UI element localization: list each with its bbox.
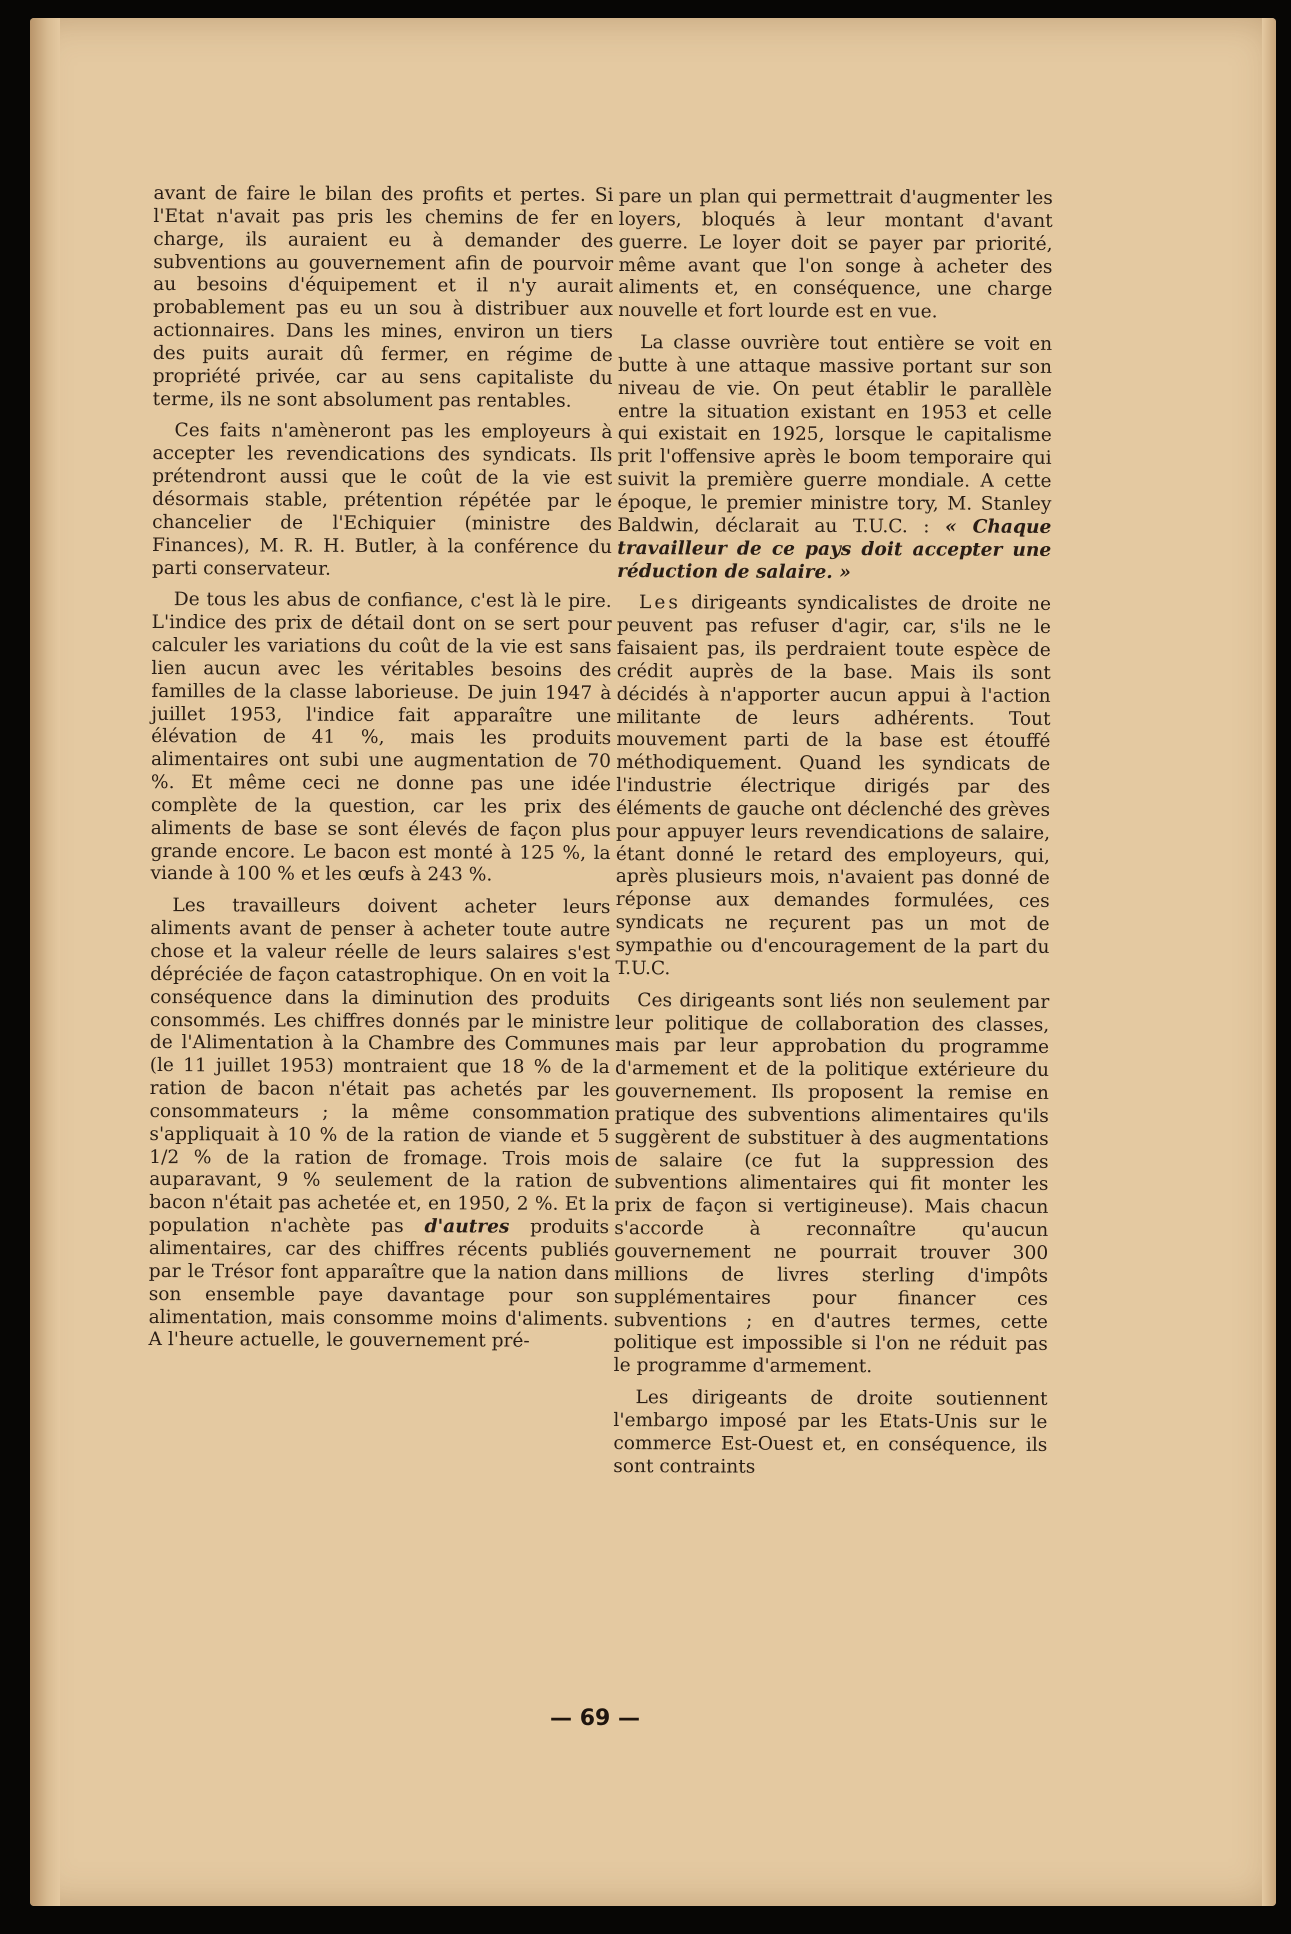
paragraph-text: Les travailleurs doivent acheter leurs aliments avant de penser à acheter toute autre chose et la valeur réelle de leurs salaires s'est dépréciée de façon catastrophique. On en voit la conséquence dans la diminution des produits consommés. Les chiffres donnés par le ministre de l'Alimentation à la Chambre des Communes (le 11 juillet 1953) montraient que 18 % de la ration de bacon n'était pas achetés par les consommateurs ; la même consommation s'appliquait à 10 % de la ration de viande et 5 1/2 % de la ration de fromage. Trois mois auparavant, 9 % seulement de la ration de bacon n'était pas achetée et, en 1950, 2 %. Et la population n'achète pas	[148, 895, 611, 1238]
left-text-column	[148, 183, 613, 1363]
paragraph	[617, 332, 1052, 585]
paragraph: Ces dirigeants sont liés non seulement par leur politique de collaboration des classes, mais par leur approbation du programme d'armement et de la politique extérieure du gouvernement. Ils proposent la remise en pratique des subventions alimentaires qu'ils suggèrent de substituer à des augmentations de salaire (ce fut la suppression des subventions alimentaires qui fit monter les prix de façon si vertigineuse). Mais chacun s'accorde à reconnaître qu'aucun gouvernement ne pourrait trouver 300 millions de livres sterling d'impôts supplémentaires pour financer ces subventions ; en d'autres termes, cette politique est impossible si l'on ne réduit pas le programme d'armement.	[613, 989, 1050, 1378]
paragraph: Les dirigeants de droite soutiennent l'embargo imposé par les Etats-Unis sur le commerce Est-Ouest et, en conséquence, ils sont contraints	[613, 1387, 1048, 1478]
paragraph-text: produits alimentaires, car des chiffres récents publiés par le Trésor font apparaître que la nation dans son ensemble paye davantage pour son alimentation, mais consomme moins d'aliments. A l'heure actuelle, le gouvernement pré-	[148, 1216, 610, 1352]
paragraph: avant de faire le bilan des profits et pertes. Si l'Etat n'avait pas pris les chemins de fer en charge, ils auraient eu à demander des subventions au gouvernement afin de pourvoir au besoins d'équipement et il n'y aurait probablement pas eu un sou à distribuer aux actionnaires. Dans les mines, environ un tiers des puits aurait dû fermer, en régime de propriété privée, car au sens capitaliste du terme, ils ne sont absolument pas rentables.	[152, 183, 614, 412]
page-spine-shadow	[30, 18, 60, 1906]
italic-emphasis: d'autres	[424, 1216, 510, 1238]
spaced-lead-word: Les	[638, 592, 681, 614]
paragraph-text: La classe ouvrière tout entière se voit en butte à une attaque massive portant sur son niveau de vie. On peut établir le parallèle entre la situation existant en 1953 et celle qui existait en 1925, lorsque le capitalisme prit l'offensive après le boom temporaire qui suivit la première guerre mondiale. A cette époque, le premier ministre tory, M. Stanley Baldwin, déclarait au T.U.C. :	[617, 332, 1053, 538]
italic-quote: « Chaque travailleur de ce pays doit accepter une réduction de salaire. »	[617, 516, 1052, 583]
paragraph: Ces faits n'amèneront pas les employeurs à accepter les revendications des syndicats. Ils prétendront aussi que le coût de la vie est désormais stable, prétention répétée par le chancelier de l'Echiquier (ministre des Finances), M. R. H. Butler, à la conférence du parti conservateur.	[151, 420, 613, 580]
page-number: — 69 —	[550, 1706, 640, 1731]
page-edge-shadow	[1262, 18, 1276, 1906]
paragraph-text: dirigeants syndicalistes de droite ne peuvent pas refuser d'agir, car, s'ils ne le faisaient pas, ils perdraient toute espèce de crédit auprès de la base. Mais ils sont décidés à n'apporter aucun appui à l'action militante de leurs adhérents. Tout mouvement parti de la base est étouffé méthodiquement. Quand les syndicats de l'industrie électrique dirigés par des éléments de gauche ont déclenché des grèves pour appuyer leurs revendications de salaire, étant donné le retard des employeurs, qui, après plusieurs mois, n'avaient pas donné de réponse aux demandes formulées, ces syndicats ne reçurent pas un mot de sympathie ou d'encouragement de la part du T.U.C.	[615, 592, 1052, 980]
right-text-column	[613, 186, 1053, 1489]
paragraph: De tous les abus de confiance, c'est là le pire. L'indice des prix de détail dont on se sert pour calculer les variations du coût de la vie est sans lien aucun avec les véritables besoins des familles de la classe laborieuse. De juin 1947 à juillet 1953, l'indice fait apparaître une élévation de 41 %, mais les produits alimentaires ont subi une augmentation de 70 %. Et même ceci ne donne pas une idée complète de la question, car les prix des aliments de base se sont élevés de façon plus grande encore. Le bacon est monté à 125 %, la viande à 100 % et les œufs à 243 %.	[150, 589, 612, 886]
paragraph	[148, 895, 610, 1354]
paragraph	[615, 592, 1051, 982]
paragraph: pare un plan qui permettrait d'augmenter les loyers, bloqués à leur montant d'avant guerre. Le loyer doit se payer par priorité, même avant que l'on songe à acheter des aliments et, en conséquence, une charge nouvelle et fort lourde est en vue.	[618, 186, 1053, 323]
